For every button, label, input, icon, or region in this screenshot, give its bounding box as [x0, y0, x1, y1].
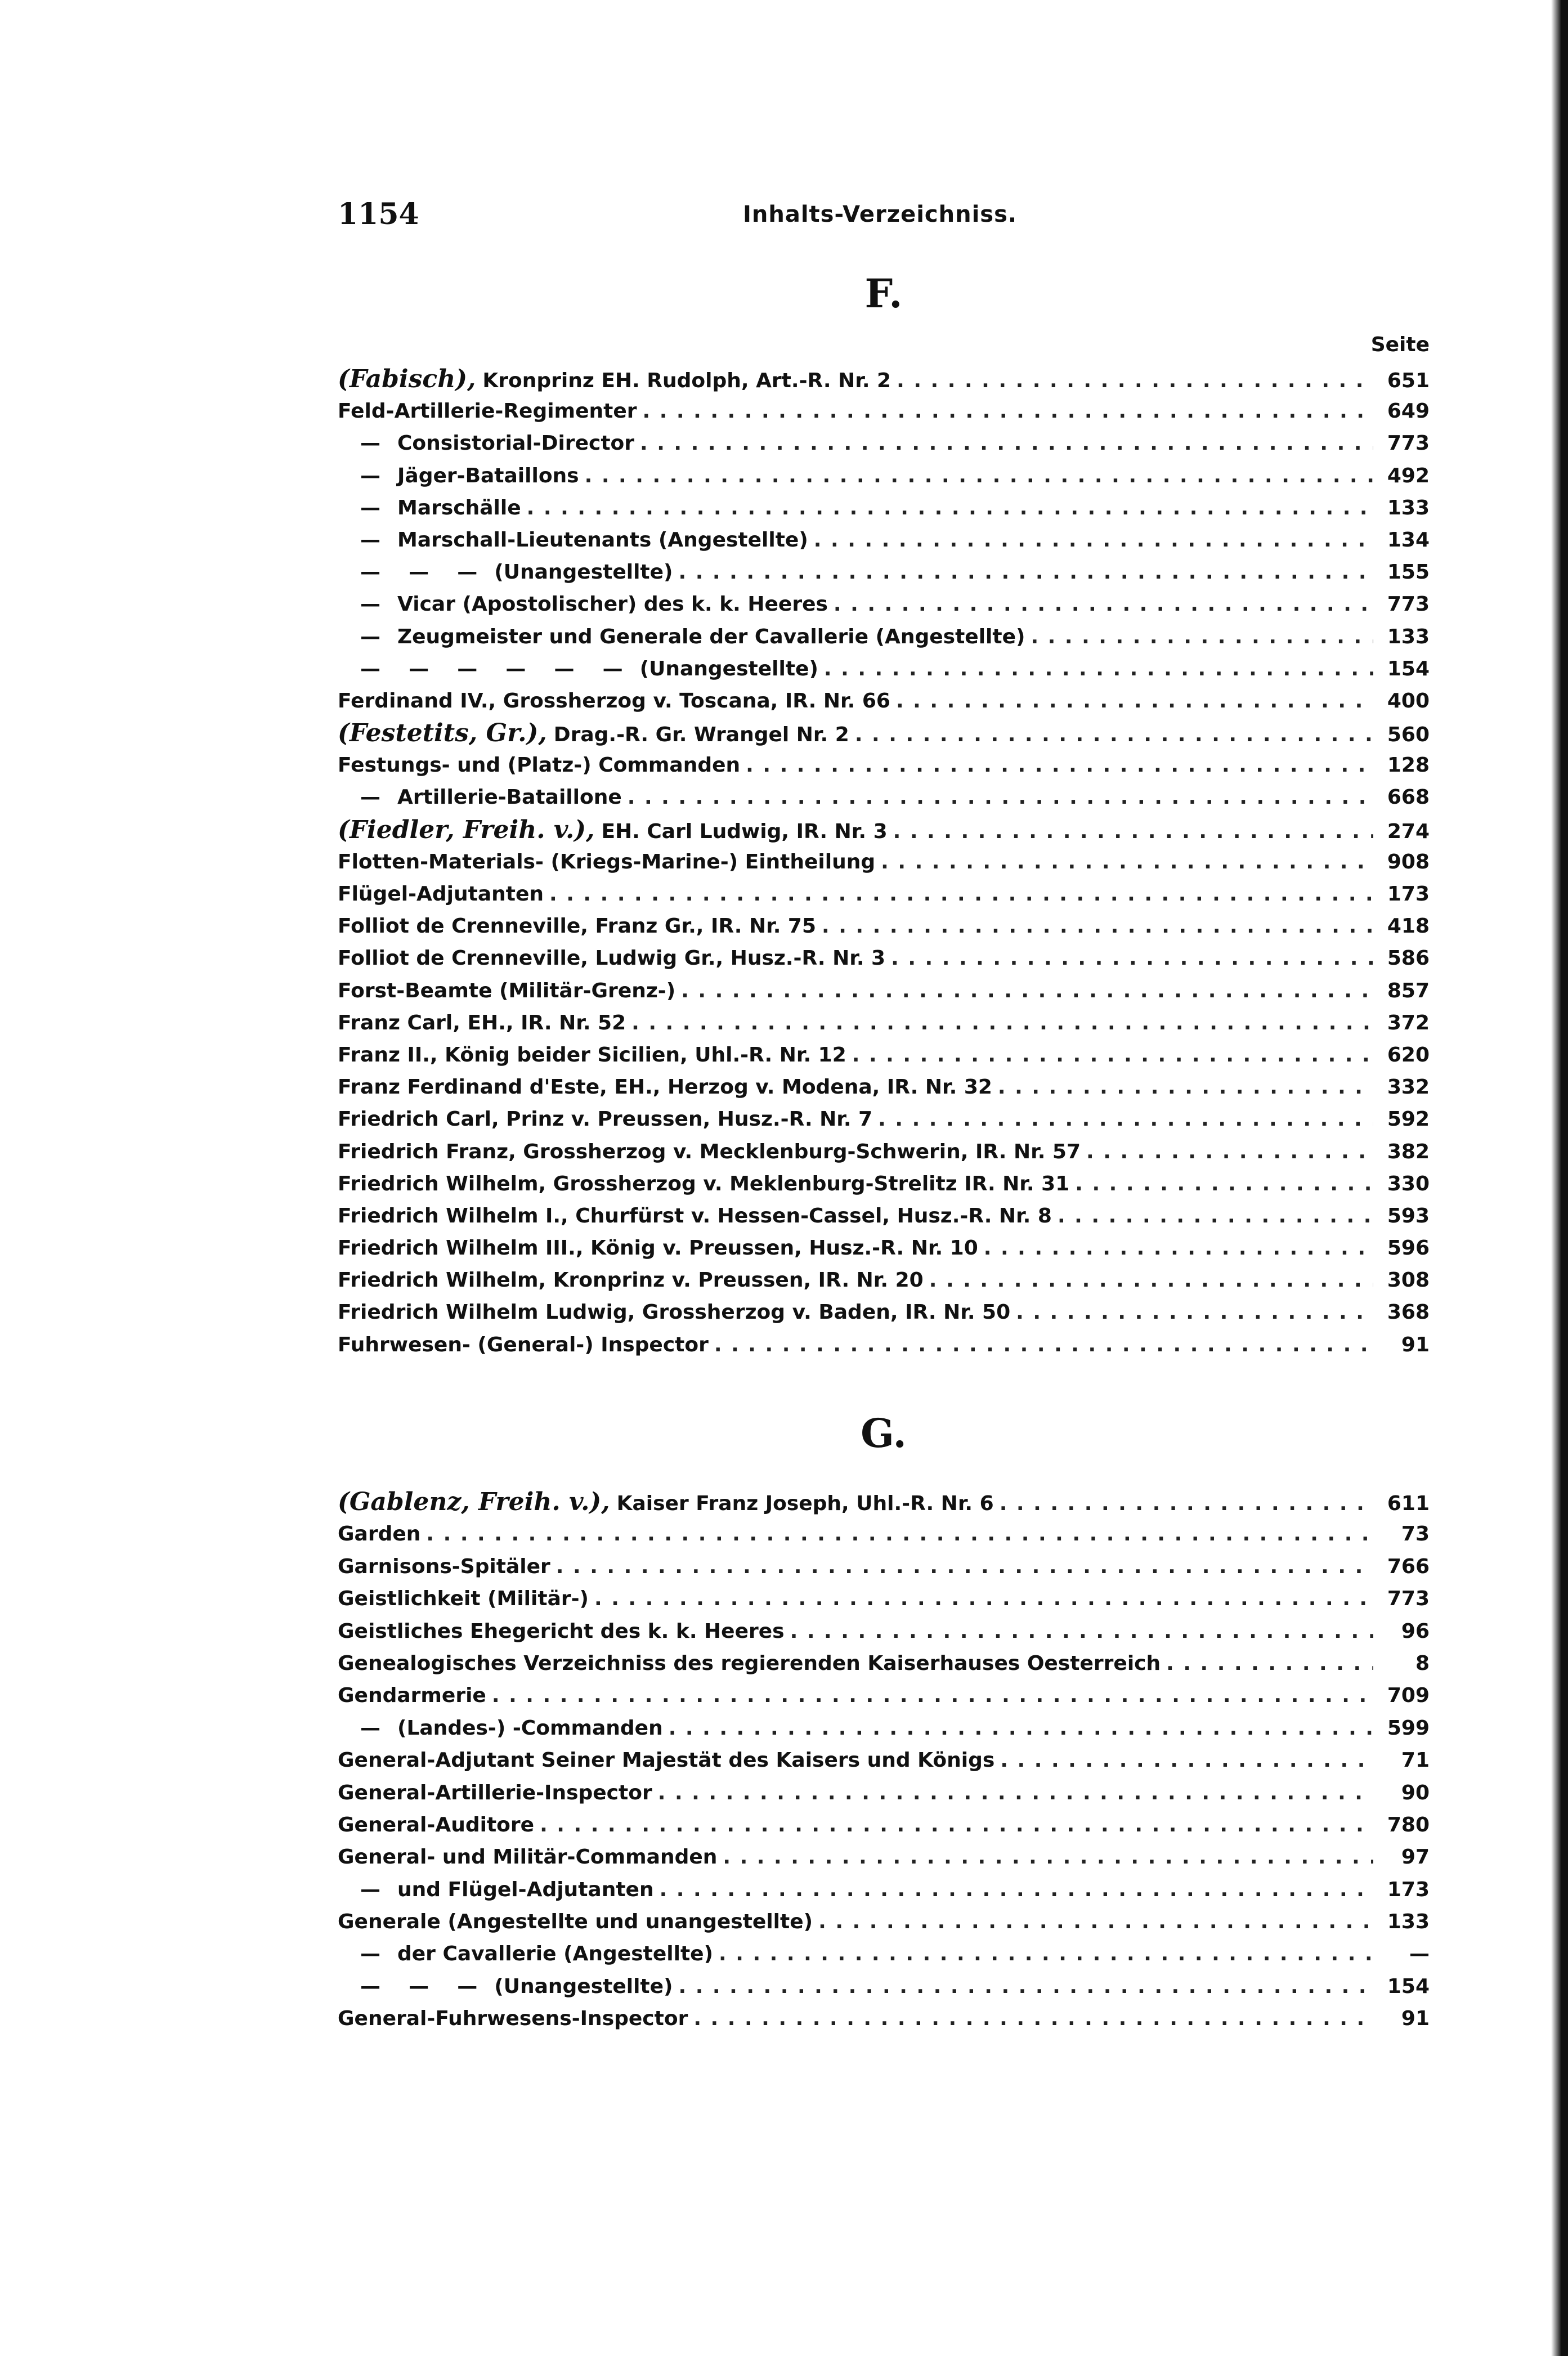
index-entry: [338, 1583, 1430, 1615]
entry-page-number: 8: [1415, 1651, 1430, 1675]
entry-text: (Unangestellte): [494, 561, 673, 584]
dot-leader: [693, 2003, 1373, 2035]
entry-text: Folliot de Crenneville, Ludwig Gr., Husz.-R. Nr. 3: [338, 947, 886, 970]
entry-page-number: 766: [1387, 1555, 1430, 1578]
entry-text: General-Artillerie-Inspector: [338, 1781, 652, 1804]
dot-leader: [658, 1777, 1373, 1809]
dot-leader: [660, 1874, 1373, 1906]
entry-ditto-mark: —: [360, 1942, 380, 1966]
index-entry: [338, 653, 1430, 685]
dot-leader: [822, 910, 1373, 942]
entry-text: Feld-Artillerie-Regimenter: [338, 400, 637, 423]
entry-page-number: 560: [1387, 723, 1430, 747]
dot-leader: [814, 524, 1373, 556]
entry-text: Flotten-Materials- (Kriegs-Marine-) Eintheilung: [338, 850, 876, 874]
dot-leader: [669, 1712, 1373, 1744]
index-entry: [338, 1841, 1430, 1873]
entry-text: Geistliches Ehegericht des k. k. Heeres: [338, 1619, 785, 1643]
entry-ditto-mark: — — — — — —: [360, 657, 623, 680]
index-entry: [338, 942, 1430, 974]
index-entry: [338, 427, 1430, 459]
entry-text: Jäger-Bataillons: [397, 464, 579, 487]
index-entry: [338, 749, 1430, 781]
index-entry: [338, 1232, 1430, 1264]
entry-page-number: —: [1409, 1942, 1430, 1966]
index-entry: [338, 556, 1430, 588]
dot-leader: [998, 1071, 1373, 1103]
entry-text: Franz Carl, EH., IR. Nr. 52: [338, 1011, 626, 1034]
dot-leader: [640, 427, 1373, 459]
dot-leader: [891, 942, 1373, 974]
dot-leader: [628, 781, 1373, 813]
dot-leader: [679, 1970, 1374, 2003]
dot-leader: [492, 1679, 1373, 1712]
entry-ditto-mark: —: [360, 1878, 380, 1901]
entry-text: Franz Ferdinand d'Este, EH., Herzog v. Modena, IR. Nr. 32: [338, 1076, 992, 1099]
entry-text: Festungs- und (Platz-) Commanden: [338, 754, 741, 777]
index-entry: [338, 1168, 1430, 1200]
entry-text: Zeugmeister und Generale der Cavallerie (Angestellte): [397, 625, 1025, 648]
running-title: Inhalts-Verzeichniss.: [743, 201, 1018, 227]
index-entry: [338, 1551, 1430, 1583]
entry-page-number: 492: [1387, 464, 1430, 487]
entry-text: Consistorial-Director: [397, 432, 635, 455]
index-entry: [338, 1679, 1430, 1712]
entry-page-number: 128: [1387, 754, 1430, 777]
index-entry: [338, 1039, 1430, 1071]
entry-text: Generale (Angestellte und unangestellte): [338, 1910, 813, 1934]
entry-page-number: 368: [1387, 1301, 1430, 1324]
dot-leader: [1166, 1647, 1373, 1679]
index-entry: [338, 878, 1430, 910]
index-entry: [338, 395, 1430, 427]
entry-text: Ferdinand IV., Grossherzog v. Toscana, IR. Nr. 66: [338, 689, 890, 713]
entry-page-number: 599: [1387, 1716, 1430, 1740]
entry-page-number: 620: [1387, 1043, 1430, 1067]
entry-page-number: 133: [1387, 1910, 1430, 1934]
entry-text: Marschall-Lieutenants (Angestellte): [397, 528, 808, 552]
dot-leader: [714, 1329, 1373, 1361]
entry-ditto-mark: —: [360, 496, 380, 519]
entry-page-number: 173: [1387, 883, 1430, 906]
entry-page-number: 596: [1387, 1237, 1430, 1260]
entry-page-number: 133: [1387, 496, 1430, 519]
entry-page-number: 857: [1387, 979, 1430, 1002]
dot-leader: [893, 816, 1373, 848]
entry-page-number: 330: [1387, 1172, 1430, 1195]
entry-text: Franz II., König beider Sicilien, Uhl.-R. Nr. 12: [338, 1043, 846, 1067]
dot-leader: [746, 749, 1373, 781]
dot-leader: [719, 1938, 1373, 1970]
entry-text: der Cavallerie (Angestellte): [397, 1942, 714, 1966]
index-entry: [338, 1296, 1430, 1328]
index-entry: [338, 781, 1430, 813]
entry-text: Fuhrwesen- (General-) Inspector: [338, 1333, 709, 1356]
entry-text: Friedrich Wilhelm Ludwig, Grossherzog v. Baden, IR. Nr. 50: [338, 1301, 1011, 1324]
entry-page-number: 91: [1401, 1333, 1430, 1356]
entry-page-number: 592: [1387, 1108, 1430, 1131]
entry-page-number: 668: [1387, 786, 1430, 809]
entry-text: General-Adjutant Seiner Majestät des Kaisers und Königs: [338, 1749, 995, 1772]
entry-page-number: 155: [1387, 561, 1430, 584]
index-entry: [338, 717, 1430, 749]
entry-text: Geistlichkeit (Militär-): [338, 1587, 589, 1611]
entry-italic-name: (Fiedler, Freih. v.),: [338, 815, 595, 844]
dot-leader: [594, 1583, 1373, 1615]
entry-page-number: 332: [1387, 1076, 1430, 1099]
entry-page-number: 586: [1387, 947, 1430, 970]
index-entry: [338, 846, 1430, 878]
section-letter-g: G.: [861, 1410, 907, 1457]
page-number: 1154: [338, 197, 419, 231]
index-entry: [338, 1647, 1430, 1679]
entry-page-number: 649: [1387, 400, 1430, 423]
dot-leader: [984, 1232, 1373, 1264]
entry-page-number: 382: [1387, 1140, 1430, 1163]
index-list-f: [338, 363, 1430, 1361]
dot-leader: [556, 1551, 1373, 1583]
entry-ditto-mark: — — —: [360, 561, 478, 584]
entry-page-number: 71: [1401, 1749, 1430, 1772]
index-entry: [338, 1103, 1430, 1135]
entry-text: (Unangestellte): [639, 657, 818, 680]
dot-leader: [1086, 1136, 1373, 1168]
entry-text: Genealogisches Verzeichniss des regierenden Kaiserhauses Oesterreich: [338, 1651, 1161, 1675]
dot-leader: [1075, 1168, 1373, 1200]
page-edge-shadow: [1551, 0, 1568, 2356]
entry-text: Forst-Beamte (Militär-Grenz-): [338, 979, 676, 1002]
index-entry: [338, 621, 1430, 653]
entry-page-number: 173: [1387, 1878, 1430, 1901]
dot-leader: [585, 460, 1373, 492]
entry-text: General-Auditore: [338, 1813, 535, 1837]
entry-text: Vicar (Apostolischer) des k. k. Heeres: [397, 593, 828, 616]
index-entry: [338, 1264, 1430, 1296]
entry-page-number: 593: [1387, 1204, 1430, 1228]
index-entry: [338, 588, 1430, 620]
dot-leader: [540, 1809, 1373, 1841]
dot-leader: [852, 1039, 1373, 1071]
entry-ditto-mark: —: [360, 1716, 380, 1740]
entry-text: Friedrich Wilhelm III., König v. Preussen, Husz.-R. Nr. 10: [338, 1237, 978, 1260]
entry-text: (Landes-) -Commanden: [397, 1716, 663, 1740]
dot-leader: [527, 492, 1373, 524]
entry-page-number: 773: [1387, 1587, 1430, 1611]
entry-text: (Unangestellte): [494, 1974, 673, 1998]
index-entry: [338, 685, 1430, 717]
index-entry: [338, 2003, 1430, 2035]
index-entry: [338, 1712, 1430, 1744]
index-entry: [338, 492, 1430, 524]
entry-ditto-mark: —: [360, 464, 380, 487]
entry-page-number: 154: [1387, 1974, 1430, 1998]
entry-text: Friedrich Wilhelm, Kronprinz v. Preussen, IR. Nr. 20: [338, 1269, 924, 1292]
dot-leader: [1058, 1200, 1373, 1232]
dot-leader: [1016, 1296, 1373, 1328]
dot-leader: [631, 1007, 1373, 1039]
index-entry: [338, 1809, 1430, 1841]
entry-text: General- und Militär-Commanden: [338, 1846, 718, 1869]
dot-leader: [929, 1264, 1373, 1296]
page-column-heading: Seite: [1370, 333, 1430, 356]
entry-page-number: 780: [1387, 1813, 1430, 1837]
entry-ditto-mark: —: [360, 432, 380, 455]
entry-italic-name: (Festetits, Gr.),: [338, 719, 547, 748]
entry-page-number: 709: [1387, 1684, 1430, 1708]
dot-leader: [1031, 621, 1373, 653]
entry-text: General-Fuhrwesens-Inspector: [338, 2007, 688, 2031]
entry-text: Marschälle: [397, 496, 521, 519]
index-entry: [338, 460, 1430, 492]
entry-page-number: 73: [1401, 1522, 1430, 1546]
entry-text: Folliot de Crenneville, Franz Gr., IR. Nr. 75: [338, 915, 817, 938]
entry-ditto-mark: — — —: [360, 1974, 478, 1998]
entry-text: und Flügel-Adjutanten: [397, 1878, 654, 1901]
index-entry: [338, 524, 1430, 556]
entry-page-number: 372: [1387, 1011, 1430, 1034]
entry-page-number: 400: [1387, 689, 1430, 713]
section-letter-f: F.: [864, 270, 903, 317]
index-entry: [338, 910, 1430, 942]
entry-page-number: 96: [1401, 1619, 1430, 1643]
dot-leader: [681, 975, 1373, 1007]
dot-leader: [1000, 1488, 1373, 1520]
entry-italic-name: (Gablenz, Freih. v.),: [338, 1488, 610, 1516]
dot-leader: [679, 556, 1374, 588]
entry-text: Garnisons-Spitäler: [338, 1555, 550, 1578]
entry-page-number: 308: [1387, 1269, 1430, 1292]
index-entry: [338, 1615, 1430, 1647]
entry-ditto-mark: —: [360, 528, 380, 552]
entry-italic-name: (Fabisch),: [338, 365, 476, 393]
entry-page-number: 651: [1387, 369, 1430, 392]
index-entry: [338, 1906, 1430, 1938]
entry-text: Friedrich Franz, Grossherzog v. Mecklenburg-Schwerin, IR. Nr. 57: [338, 1140, 1081, 1163]
entry-ditto-mark: —: [360, 593, 380, 616]
dot-leader: [855, 719, 1373, 751]
entry-text: Artillerie-Bataillone: [397, 786, 622, 809]
index-entry: [338, 1071, 1430, 1103]
index-entry: [338, 1744, 1430, 1776]
entry-ditto-mark: —: [360, 625, 380, 648]
index-entry: [338, 1136, 1430, 1168]
entry-page-number: 274: [1387, 819, 1430, 843]
dot-leader: [824, 653, 1373, 685]
entry-text: Drag.-R. Gr. Wrangel Nr. 2: [553, 723, 849, 747]
index-entry: [338, 1970, 1430, 2003]
index-list-g: [338, 1486, 1430, 2035]
index-entry: [338, 814, 1430, 846]
entry-page-number: 90: [1401, 1781, 1430, 1804]
entry-text: Kaiser Franz Joseph, Uhl.-R. Nr. 6: [616, 1492, 994, 1515]
index-entry: [338, 1007, 1430, 1039]
index-entry: [338, 1938, 1430, 1970]
dot-leader: [878, 1103, 1373, 1135]
dot-leader: [426, 1518, 1373, 1550]
entry-text: Friedrich Wilhelm, Grossherzog v. Meklenburg-Strelitz IR. Nr. 31: [338, 1172, 1070, 1195]
dot-leader: [897, 365, 1373, 397]
entry-text: Friedrich Carl, Prinz v. Preussen, Husz.-R. Nr. 7: [338, 1108, 873, 1131]
index-entry: [338, 363, 1430, 395]
entry-text: Friedrich Wilhelm I., Churfürst v. Hessen-Cassel, Husz.-R. Nr. 8: [338, 1204, 1052, 1228]
index-entry: [338, 1486, 1430, 1518]
dot-leader: [643, 395, 1374, 427]
dot-leader: [1000, 1744, 1373, 1776]
entry-page-number: 154: [1387, 657, 1430, 680]
index-entry: [338, 975, 1430, 1007]
entry-text: EH. Carl Ludwig, IR. Nr. 3: [601, 819, 888, 843]
page-header: [338, 197, 1430, 236]
entry-page-number: 97: [1401, 1846, 1430, 1869]
entry-page-number: 133: [1387, 625, 1430, 648]
dot-leader: [881, 846, 1373, 878]
entry-page-number: 418: [1387, 915, 1430, 938]
index-entry: [338, 1518, 1430, 1550]
entry-page-number: 773: [1387, 593, 1430, 616]
dot-leader: [723, 1841, 1373, 1873]
dot-leader: [790, 1615, 1373, 1647]
index-entry: [338, 1329, 1430, 1361]
entry-text: Kronprinz EH. Rudolph, Art.-R. Nr. 2: [482, 369, 891, 392]
entry-page-number: 908: [1387, 850, 1430, 874]
entry-page-number: 773: [1387, 432, 1430, 455]
dot-leader: [549, 878, 1373, 910]
entry-text: Flügel-Adjutanten: [338, 883, 544, 906]
dot-leader: [834, 588, 1373, 620]
entry-page-number: 134: [1387, 528, 1430, 552]
entry-page-number: 91: [1401, 2007, 1430, 2031]
entry-text: Garden: [338, 1522, 421, 1546]
entry-text: Gendarmerie: [338, 1684, 486, 1708]
entry-page-number: 611: [1387, 1492, 1430, 1515]
dot-leader: [896, 685, 1373, 717]
index-entry: [338, 1874, 1430, 1906]
dot-leader: [818, 1906, 1373, 1938]
entry-ditto-mark: —: [360, 786, 380, 809]
index-entry: [338, 1200, 1430, 1232]
index-entry: [338, 1777, 1430, 1809]
